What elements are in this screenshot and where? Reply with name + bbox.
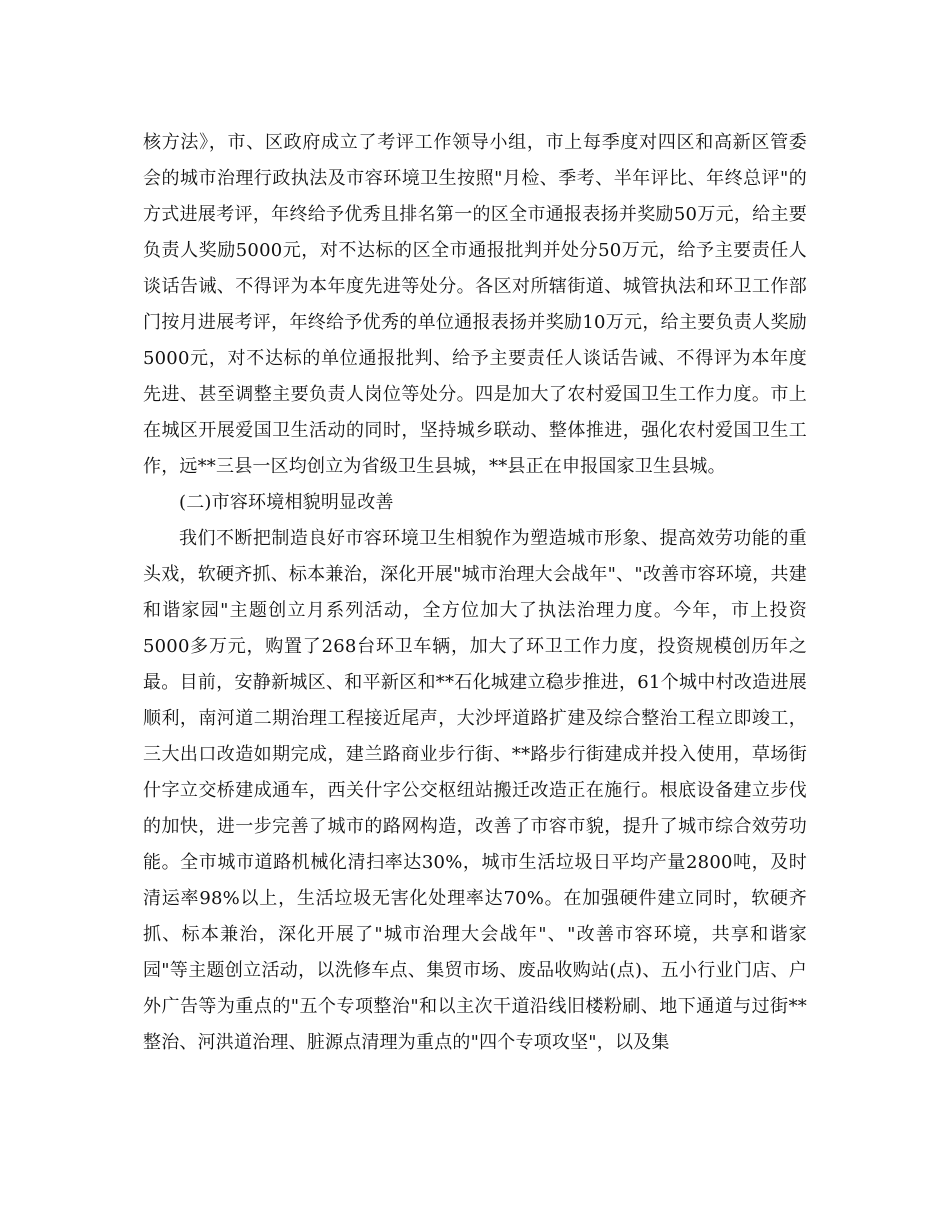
paragraph-city-appearance: 我们不断把制造良好市容环境卫生相貌作为塑造城市形象、提高效劳功能的重头戏，软硬齐抓、标本兼治，深化开展"城市治理大会战年"、"改善市容环境，共建和谐家园"主题创立月系列活动，全方位加大了执法治理力度。今年，市上投资5000多万元，购置了268台环卫车辆，加大了环卫工作力度，投资规模创历年之最。目前，安静新城区、和平新区和**石化城建立稳步推进，61个城中村改造进展顺利，南河道二期治理工程接近尾声，大沙坪道路扩建及综合整治工程立即竣工，三大出口改造如期完成，建兰路商业步行街、**路步行街建成并投入使用，草场街什字立交桥建成通车，西关什字公交枢纽站搬迁改造正在施行。根底设备建立步伐的加快，进一步完善了城市的路网构造，改善了市容市貌，提升了城市综合效劳功能。全市城市道路机械化清扫率达30%，城市生活垃圾日平均产量2800吨，及时清运率98%以上，生活垃圾无害化处理率达70%。在加强硬件建立同时，软硬齐抓、标本兼治，深化开展了"城市治理大会战年"、"改善市容环境，共享和谐家园"等主题创立活动，以洗修车点、集贸市场、废品收购站(点)、五小行业门店、户外广告等为重点的"五个专项整治"和以主次干道沿线旧楼粉刷、地下通道与过街**整治、河洪道治理、脏源点清理为重点的"四个专项攻坚"，以及集 bbox=[143, 528, 807, 1053]
section-heading-city-appearance: (二)市容环境相貌明显改善 bbox=[179, 492, 394, 513]
paragraph-assessment-methods: 核方法》，市、区政府成立了考评工作领导小组，市上每季度对四区和高新区管委会的城市治理行政执法及市容环境卫生按照"月检、季考、半年评比、年终总评"的方式进展考评，年终给予优秀且排名第一的区全市通报表扬并奖励50万元，给主要负责人奖励5000元，对不达标的区全市通报批判并处分50万元，给予主要责任人谈话告诫、不得评为本年度先进等处分。各区对所辖街道、城管执法和环卫工作部门按月进展考评，年终给予优秀的单位通报表扬并奖励10万元，给主要负责人奖励5000元，对不达标的单位通报批判、给予主要责任人谈话告诫、不得评为本年度先进、甚至调整主要负责人岗位等处分。四是加大了农村爱国卫生工作力度。市上在城区开展爱国卫生活动的同时，坚持城乡联动、整体推进，强化农村爱国卫生工作，远**三县一区均创立为省级卫生县城，**县正在申报国家卫生县城。 bbox=[143, 132, 807, 477]
document-body bbox=[143, 125, 807, 1061]
